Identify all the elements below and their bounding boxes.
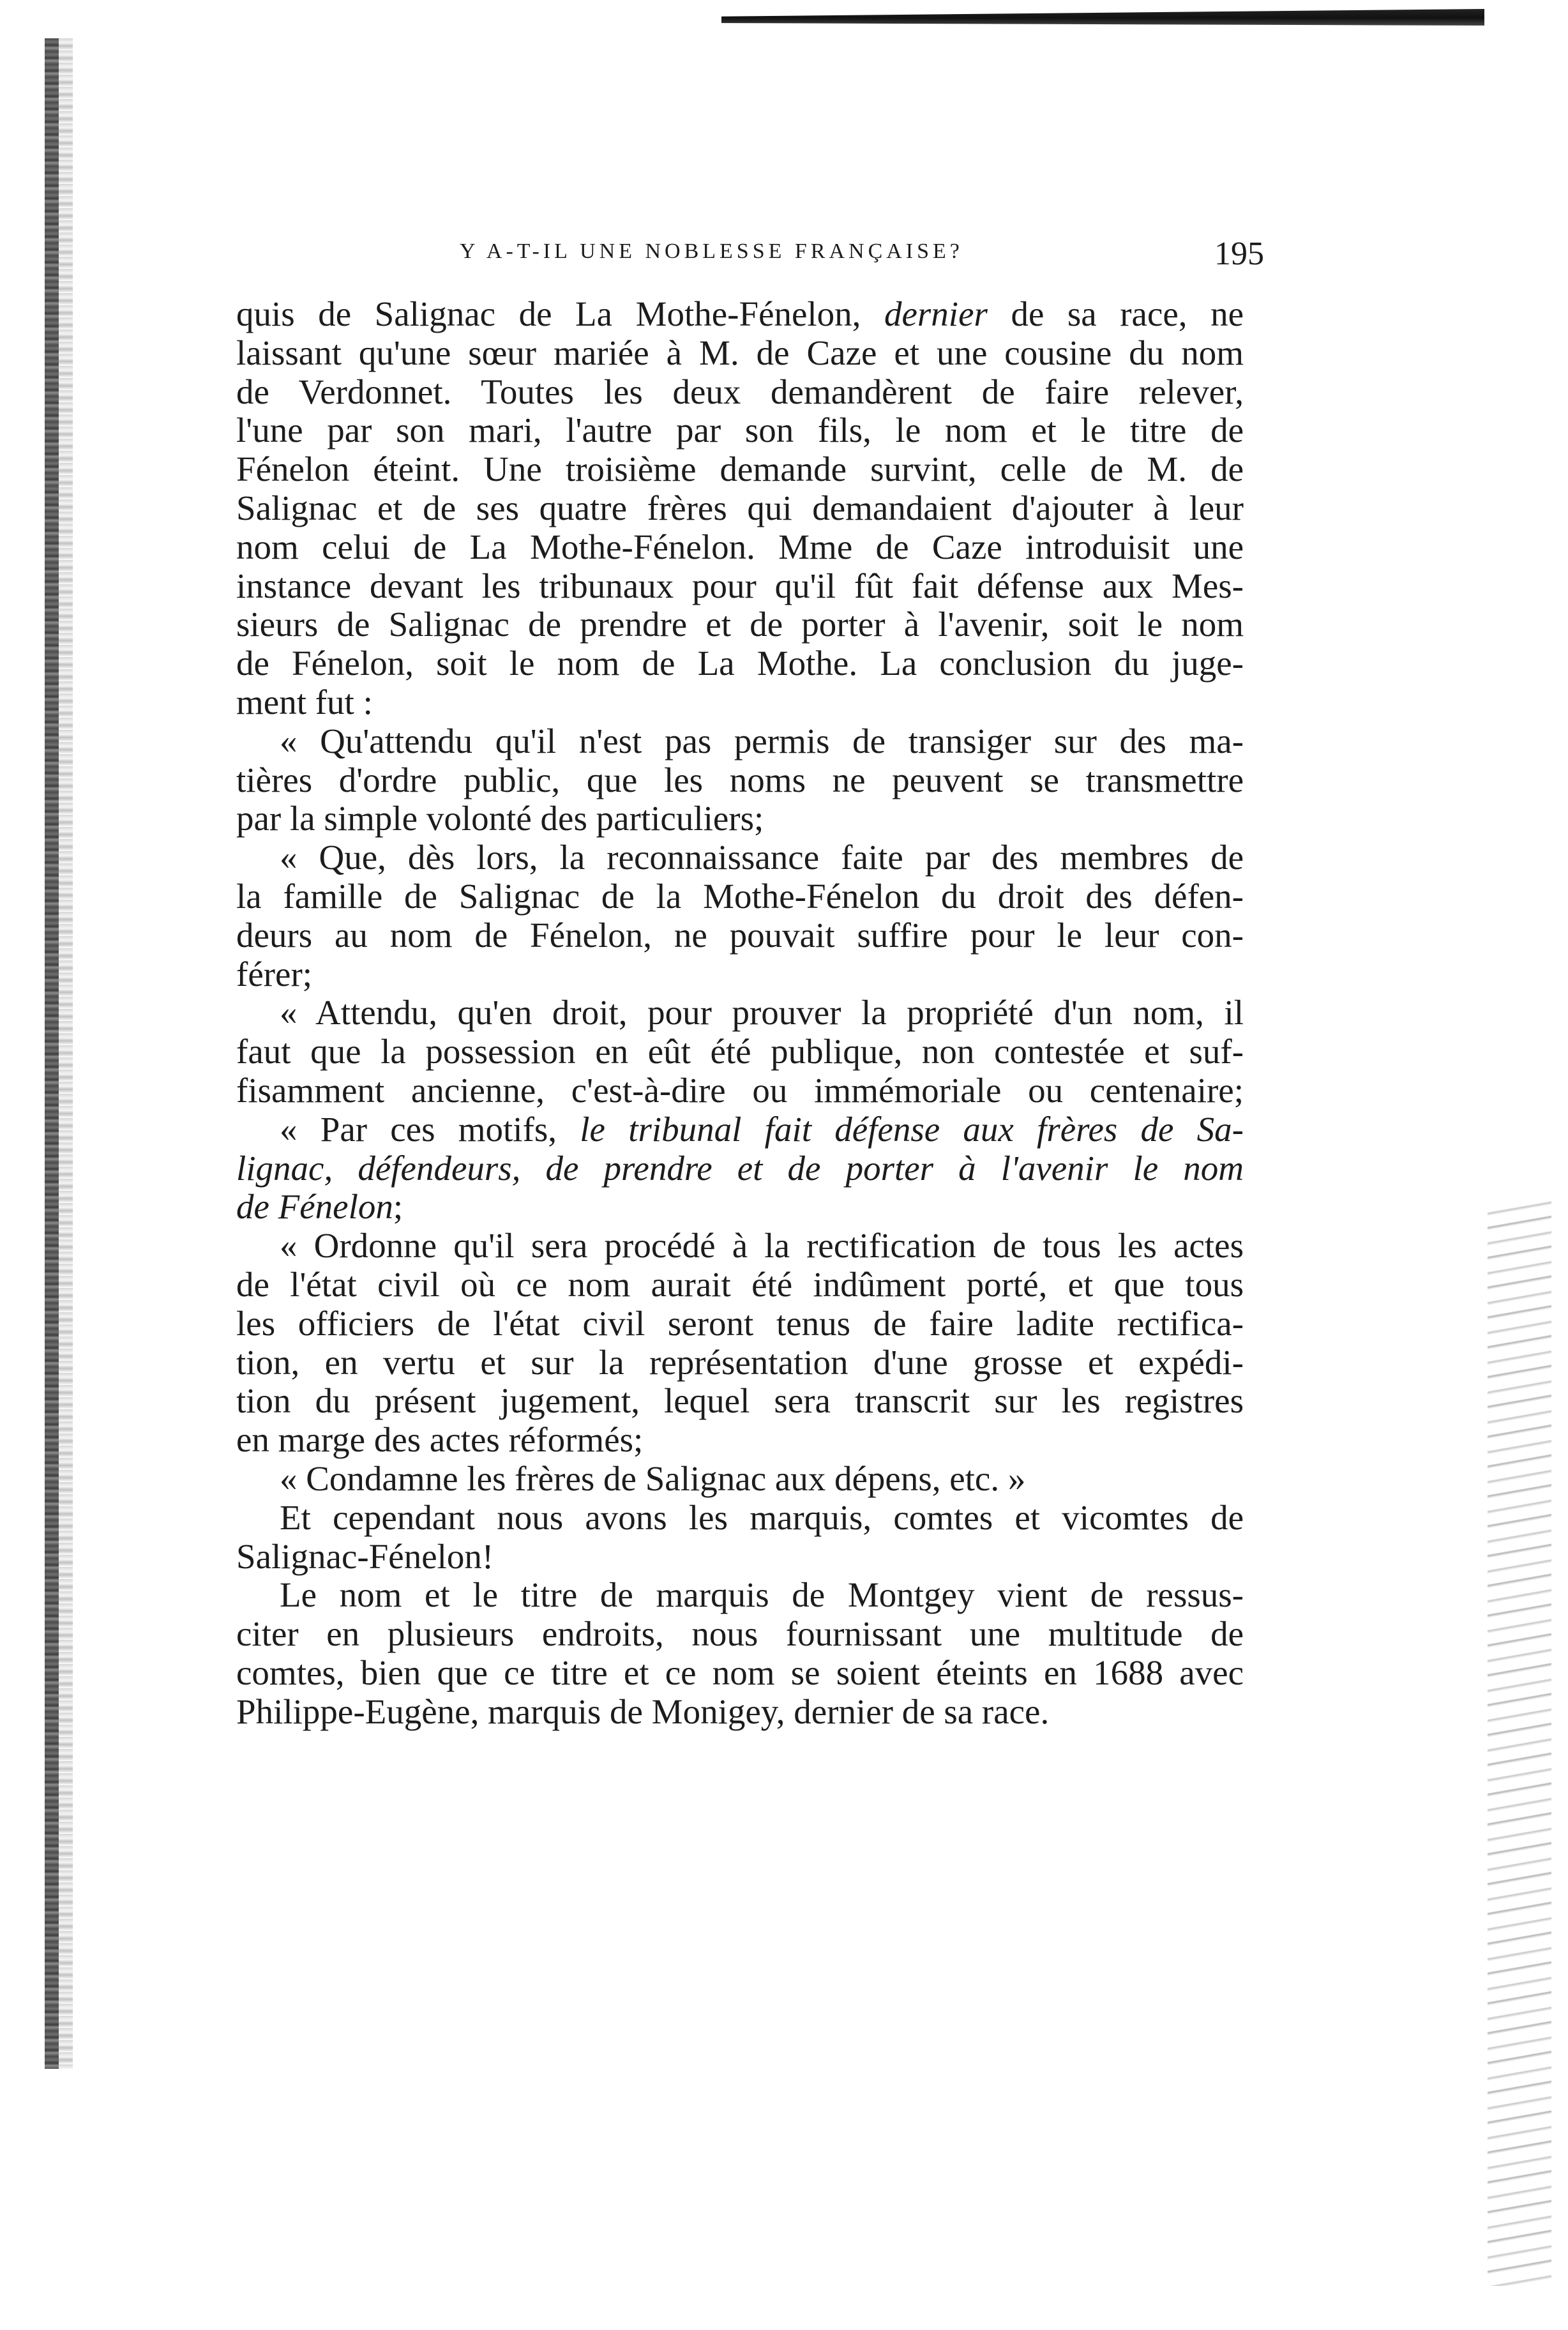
text-line (236, 955, 1244, 994)
text-line (236, 1343, 1244, 1382)
text-run: férer; (236, 954, 313, 994)
text-run: par la simple volonté des particuliers; (236, 799, 764, 838)
text-line (236, 1110, 1244, 1149)
page-body (236, 295, 1244, 1731)
text-line (236, 761, 1244, 800)
text-line (236, 295, 1244, 334)
text-line (236, 877, 1244, 916)
italic-text: lignac, défendeurs, de prendre et de porter à l'avenir le nom (236, 1148, 1244, 1188)
text-run: « Par ces motifs, (280, 1109, 580, 1149)
text-run: de sa race, ne (987, 294, 1244, 333)
text-run: « Que, dès lors, la reconnaissance faite par des membres de (280, 838, 1244, 877)
text-run: Et cependant nous avons les marquis, comtes et vicomtes de (280, 1497, 1244, 1537)
text-line (236, 1576, 1244, 1615)
text-run: quis de Salignac de La Mothe-Fénelon, (236, 294, 884, 333)
text-run: « Ordonne qu'il sera procédé à la rectification de tous les actes (280, 1226, 1244, 1266)
text-run: Le nom et le titre de marquis de Montgey vient de ressus- (280, 1575, 1244, 1615)
text-line (236, 994, 1244, 1033)
text-run: citer en plusieurs endroits, nous fournissant une multitude de (236, 1614, 1244, 1654)
italic-text: dernier (884, 294, 988, 333)
text-line (236, 567, 1244, 606)
text-line (236, 373, 1244, 412)
italic-text: le tribunal fait défense aux frères de Sa- (580, 1109, 1244, 1149)
text-line (236, 916, 1244, 955)
text-run: ment fut : (236, 682, 373, 722)
text-line (236, 1615, 1244, 1654)
text-line (236, 1188, 1244, 1227)
text-run: Fénelon éteint. Une troisième demande survint, celle de M. de (236, 450, 1244, 489)
text-line (236, 411, 1244, 450)
text-run: de Fénelon, soit le nom de La Mothe. La conclusion du juge- (236, 644, 1244, 683)
top-rule (721, 9, 1484, 26)
text-run: de Verdonnet. Toutes les deux demandèrent de faire relever, (236, 372, 1244, 411)
text-run: comtes, bien que ce titre et ce nom se soient éteints en 1688 avec (236, 1653, 1244, 1692)
text-run: la famille de Salignac de la Mothe-Fénelon du droit des défen- (236, 876, 1244, 916)
text-line (236, 644, 1244, 683)
text-line (236, 528, 1244, 567)
text-line (236, 683, 1244, 722)
text-line (236, 1071, 1244, 1110)
page-number: 195 (1214, 236, 1264, 272)
italic-text: de Fénelon (236, 1187, 393, 1227)
text-run: de l'état civil où ce nom aurait été indûment porté, et que tous (236, 1264, 1244, 1304)
text-line (236, 1227, 1244, 1266)
text-run: ; (393, 1187, 403, 1227)
running-title: Y A-T-IL UNE NOBLESSE FRANÇAISE? (460, 239, 963, 263)
text-run: nom celui de La Mothe-Fénelon. Mme de Caze introduisit une (236, 527, 1244, 566)
text-run: en marge des actes réformés; (236, 1420, 644, 1460)
text-run: tières d'ordre public, que les noms ne peuvent se transmettre (236, 760, 1244, 799)
text-run: faut que la possession en eût été publique, non contestée et suf- (236, 1032, 1244, 1071)
text-line (236, 1149, 1244, 1188)
text-run: instance devant les tribunaux pour qu'il fût fait défense aux Mes- (236, 566, 1244, 605)
text-line (236, 1033, 1244, 1071)
text-line (236, 1460, 1244, 1499)
text-line (236, 1305, 1244, 1343)
text-line (236, 1266, 1244, 1305)
text-line (236, 722, 1244, 761)
left-page-edge (45, 38, 59, 2069)
text-run: « Attendu, qu'en droit, pour prouver la propriété d'un nom, il (280, 993, 1244, 1033)
text-line (236, 1538, 1244, 1577)
text-run: Salignac-Fénelon! (236, 1536, 494, 1576)
text-line (236, 605, 1244, 644)
text-run: deurs au nom de Fénelon, ne pouvait suffire pour le leur con- (236, 915, 1244, 955)
text-run: « Condamne les frères de Salignac aux dépens, etc. » (280, 1458, 1026, 1498)
text-line (236, 799, 1244, 838)
text-line (236, 334, 1244, 373)
right-page-edge (1488, 1200, 1551, 2286)
text-line (236, 1499, 1244, 1538)
text-run: « Qu'attendu qu'il n'est pas permis de transiger sur des ma- (280, 721, 1244, 760)
text-line (236, 838, 1244, 877)
text-line (236, 1421, 1244, 1460)
text-run: Salignac et de ses quatre frères qui demandaient d'ajouter à leur (236, 488, 1244, 527)
text-run: fisamment ancienne, c'est-à-dire ou immémoriale ou centenaire; (236, 1070, 1244, 1110)
text-run: les officiers de l'état civil seront tenus de faire ladite rectifica- (236, 1303, 1244, 1343)
text-line (236, 489, 1244, 528)
text-line (236, 1693, 1244, 1732)
left-page-edge-shadow (59, 38, 73, 2069)
text-line (236, 1382, 1244, 1421)
text-run: tion, en vertu et sur la représentation d'une grosse et expédi- (236, 1342, 1244, 1382)
text-run: sieurs de Salignac de prendre et de porter à l'avenir, soit le nom (236, 605, 1244, 644)
text-run: laissant qu'une sœur mariée à M. de Caze et une cousine du nom (236, 333, 1244, 372)
text-run: Philippe-Eugène, marquis de Monigey, dernier de sa race. (236, 1691, 1050, 1731)
text-line (236, 450, 1244, 489)
text-run: tion du présent jugement, lequel sera transcrit sur les registres (236, 1381, 1244, 1421)
text-line (236, 1654, 1244, 1693)
text-run: l'une par son mari, l'autre par son fils, le nom et le titre de (236, 411, 1244, 450)
